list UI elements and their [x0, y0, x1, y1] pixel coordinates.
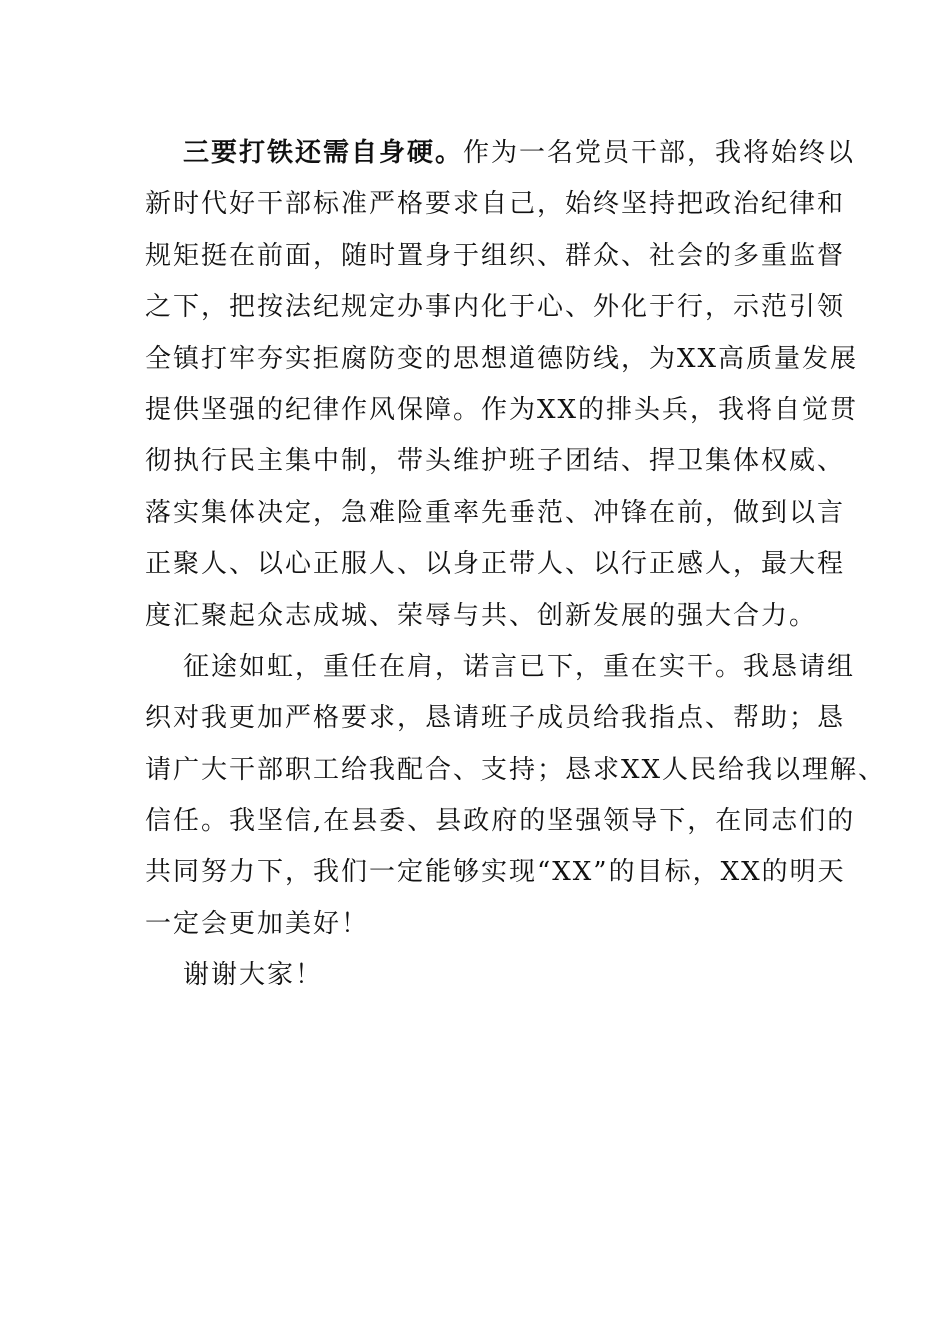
paragraph-line: 征途如虹，重任在肩，诺言已下，重在实干。我恳请组	[183, 651, 856, 682]
paragraph-line: 彻执行民主集中制，带头维护班子团结、捍卫集体权威、	[145, 446, 846, 477]
paragraph-line: 提供坚强的纪律作风保障。作为XX的排头兵，我将自觉贯	[145, 394, 859, 425]
paragraph-line: 度汇聚起众志成城、荣辱与共、创新发展的强大合力。	[145, 600, 818, 631]
paragraph-line: 织对我更加严格要求，恳请班子成员给我指点、帮助；恳	[145, 703, 846, 734]
paragraph-line: 新时代好干部标准严格要求自己，始终坚持把政治纪律和	[145, 189, 846, 220]
paragraph-text: 作为一名党员干部，我将始终以	[463, 138, 856, 168]
paragraph-line: 落实集体决定，急难险重率先垂范、冲锋在前，做到以言	[145, 497, 846, 528]
paragraph-line: 规矩挺在前面，随时置身于组织、群众、社会的多重监督	[145, 240, 846, 271]
paragraph-line: 正聚人、以心正服人、以身正带人、以行正感人，最大程	[145, 549, 846, 580]
paragraph-line: 共同努力下，我们一定能够实现“XX”的目标，XX的明天	[145, 857, 846, 888]
paragraph-line: 请广大干部职工给我配合、支持；恳求XX人民给我以理解、	[145, 754, 887, 785]
paragraph-line: 全镇打牢夯实拒腐防变的思想道德防线，为XX高质量发展	[145, 343, 859, 374]
document-body	[145, 131, 887, 1005]
paragraph-heading: 三要打铁还需自身硬。	[183, 138, 464, 168]
paragraph-line	[145, 131, 856, 182]
paragraph-line: 信任。我坚信,在县委、县政府的坚强领导下，在同志们的	[145, 806, 856, 837]
paragraph-line: 一定会更加美好！	[145, 908, 370, 939]
closing-line: 谢谢大家！	[183, 960, 324, 991]
paragraph-line: 之下，把按法纪规定办事内化于心、外化于行，示范引领	[145, 292, 846, 323]
